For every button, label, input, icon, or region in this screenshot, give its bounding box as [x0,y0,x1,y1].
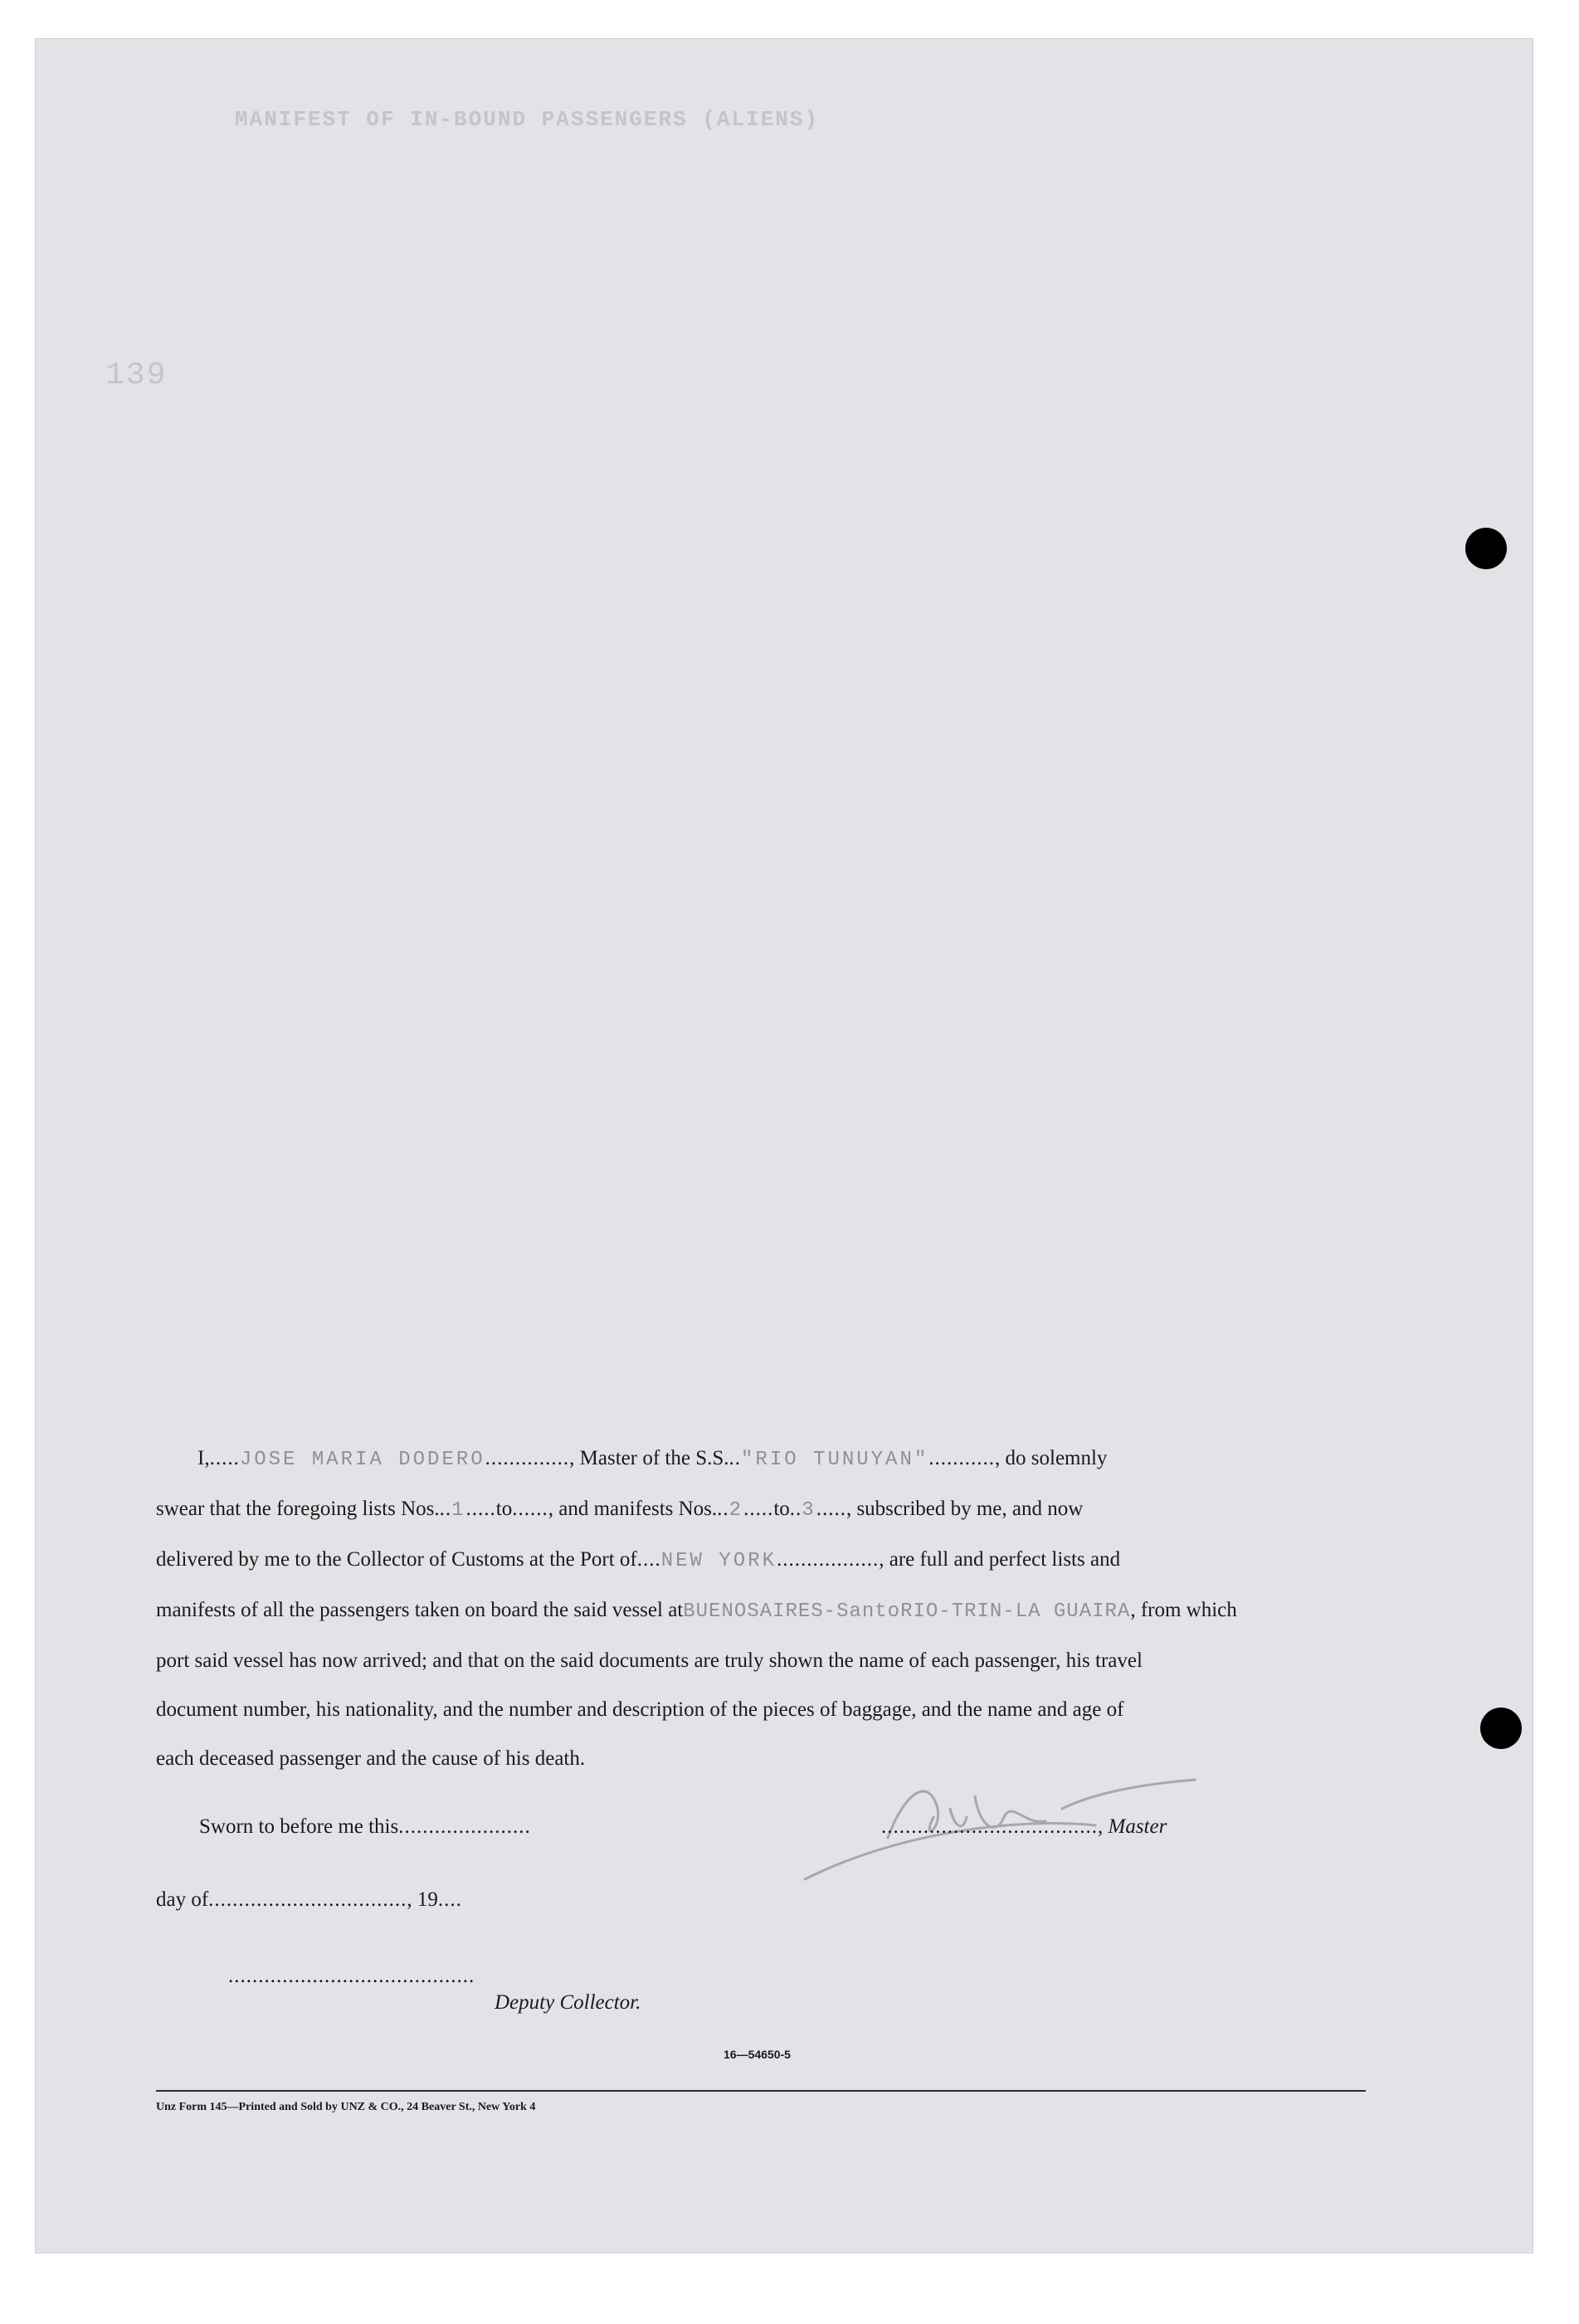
punch-hole-top [1465,528,1507,569]
form-number: 16—54650-5 [724,2048,791,2061]
manifests-to-field: 3 [802,1499,816,1522]
bleed-through-page-number: 139 [105,358,168,393]
ship-name-field: "RIO TUNUYAN" [741,1449,929,1471]
oath-paragraph [156,1434,1362,1783]
port-field: NEW YORK [660,1550,777,1572]
day-of-line: day of................................., 19.... [156,1888,462,1911]
oath-line-1: I,.....JOSE MARIA DODERO.............., Master of the S.S..."RIO TUNUYAN"..........., do solemnly [197,1447,1108,1471]
document-sheet [35,38,1533,2253]
oath-line-5: port said vessel has now arrived; and that on the said documents are truly shown the name of each passenger, his travel [156,1649,1143,1672]
master-name-field: JOSE MARIA DODERO [239,1449,485,1471]
oath-line-6: document number, his nationality, and the number and description of the pieces of baggage, and the name and age of [156,1698,1124,1721]
printer-footer: Unz Form 145—Printed and Sold by UNZ & CO., 24 Beaver St., New York 4 [156,2101,536,2113]
deputy-collector-label: Deputy Collector. [495,1991,641,2014]
lists-from-field: 1 [451,1499,466,1522]
bleed-through-header: MANIFEST OF IN-BOUND PASSENGERS (ALIENS) [235,107,820,132]
footer-divider [156,2090,1366,2092]
oath-line-4: manifests of all the passengers taken on board the said vessel atBUENOSAIRES-SantoRIO-TRIN-LA GUAIRA, from which [156,1599,1237,1623]
oath-line-7: each deceased passenger and the cause of his death. [156,1747,586,1770]
punch-hole-bottom [1480,1708,1522,1749]
oath-line-3: delivered by me to the Collector of Customs at the Port of....NEW YORK................., are full and perfect lists and [156,1548,1121,1572]
oath-line-2: swear that the foregoing lists Nos...1.....to......, and manifests Nos...2.....to..3....., subscribed by me, and now [156,1498,1084,1522]
departure-ports-field: BUENOSAIRES-SantoRIO-TRIN-LA GUAIRA [683,1600,1131,1623]
master-signature-line: ...................................., Master [881,1815,1167,1838]
sworn-line: Sworn to before me this...................... [199,1815,531,1838]
deputy-collector-signature-line: ......................................... [228,1965,475,1987]
manifests-from-field: 2 [729,1499,744,1522]
